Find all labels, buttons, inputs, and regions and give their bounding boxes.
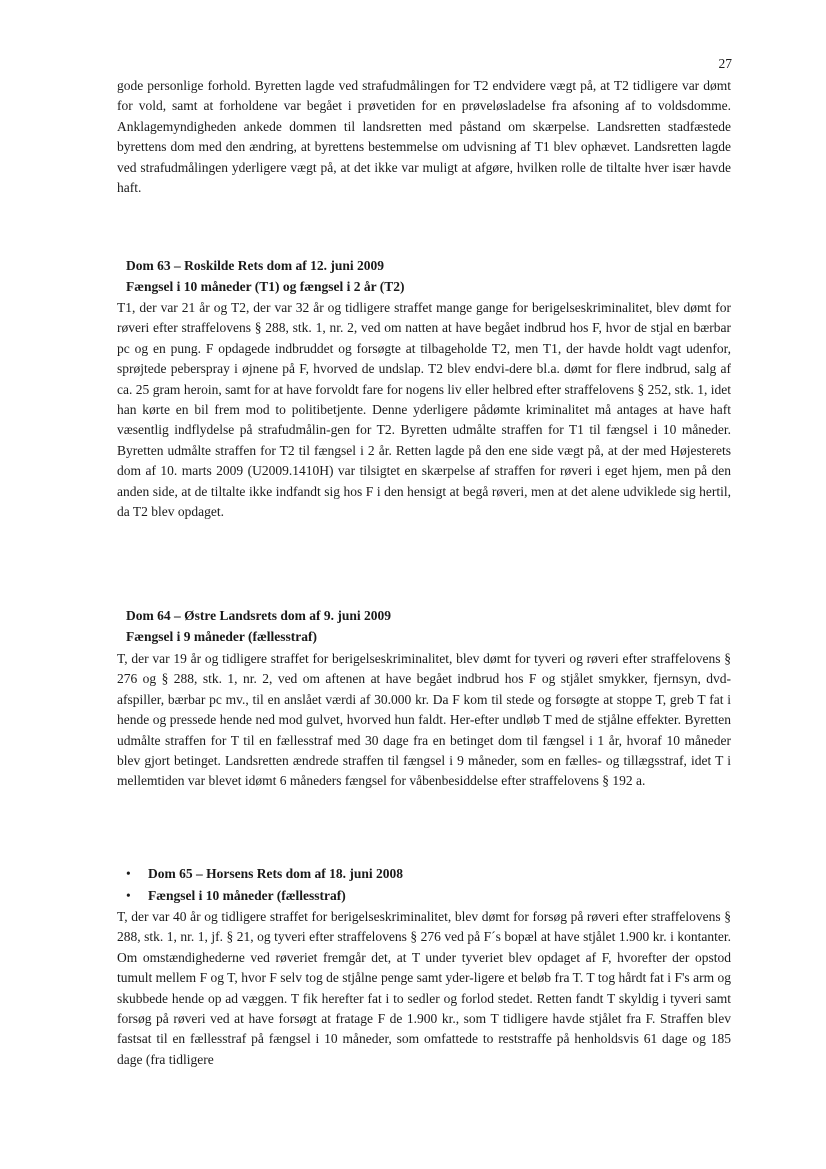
case-63-paragraph: T1, der var 21 år og T2, der var 32 år og tidligere straffet mange gange for berigelseskriminalitet, blev dømt for røveri efter straffelovens § 288, stk. 1, nr. 2, ved om natten at have begået indbrud hos F, hvor de stjal en bærbar pc og en pung. F opdagede indbruddet og forsøgte at tilbageholde T2, men T1, der havde holdt vagt udenfor, sprøjtede peberspray i øjnene på F, hvorved de undslap. T2 blev endvi-dere bl.a. dømt for flere indbrud, salg af ca. 25 gram heroin, samt for at have forvoldt fare for nogens liv eller helbred efter straffelovens § 252, stk. 1, idet han kørte en bil frem mod to politibetjente. Denne yderligere pådømte kriminalitet må antages at have haft væsentlig indflydelse på strafudmålin-gen for T2. Byretten udmålte straffen for T1 til fængsel i 10 måneder. Byretten udmålte straffen for T2 til fængsel i 2 år. Retten lagde på den ene side vægt på, at der med Højesterets dom af 10. marts 2009 (U2009.1410H) var tilsigtet en skærpelse af straffen for røveri i eget hjem, men på den anden side, at de tiltalte ikke indfandt sig hos F i den hensigt at begå røveri, men at det alene udviklede sig hertil, da T2 blev opdaget.: [117, 300, 731, 520]
case-65-sentence: Fængsel i 10 måneder (fællesstraf): [148, 888, 346, 903]
case-64-title: Dom 64 – Østre Landsrets dom af 9. juni 2009: [126, 608, 392, 623]
bullet-icon: •: [126, 866, 131, 881]
bullet-icon: •: [126, 888, 131, 903]
intro-paragraph: gode personlige forhold. Byretten lagde ved strafudmålingen for T2 endvidere vægt på, at T2 tidligere var dømt for vold, samt at forholdene var begået i prøvetiden for en prøveløsladelse fra afsoning af to voldsdomme. Anklagemyndigheden ankede dommen til landsretten med påstand om skærpelse. Landsretten stadfæstede byrettens dom med den ændring, at byrettens bestemmelse om udvisning af T1 blev ophævet. Landsretten lagde ved strafudmålingen yderligere vægt på, at det ikke var muligt at afgøre, hvilken rolle de tiltalte hver især havde haft.: [117, 78, 731, 196]
case-64-paragraph: T, der var 19 år og tidligere straffet for berigelseskriminalitet, blev dømt for tyveri og røveri efter straffelovens § 276 og § 288, stk. 1, nr. 2, ved om aftenen at have begået indbrud hos F og stjålet smykker, fjernsyn, dvd-afspiller, bærbar pc mv., til en anslået værdi af 30.000 kr. Da F kom til stede og forsøgte at stoppe T, greb T fat i hende og pressede hende ned mod gulvet, hvorved hun faldt. Her-efter undløb T med de stjålne effekter. Byretten udmålte straffen for T til en fællesstraf med 30 dage fra en betinget dom til fængsel i 1 år, hvoraf 10 måneder blev gjort betinget. Landsretten ændrede straffen til fængsel i 9 måneder, som en fælles- og tillægsstraf, idet T i mellemtiden var blevet idømt 6 måneders fængsel for våbenbesiddelse efter straffelovens § 192 a.: [117, 651, 731, 789]
case-63-sentence: Fængsel i 10 måneder (T1) og fængsel i 2 år (T2): [126, 279, 405, 294]
case-63-title: Dom 63 – Roskilde Rets dom af 12. juni 2009: [126, 258, 385, 273]
page-number: 27: [718, 56, 732, 71]
case-65-paragraph: T, der var 40 år og tidligere straffet for berigelseskriminalitet, blev dømt for forsøg på røveri efter straffelovens § 288, stk. 1, nr. 1, jf. § 21, og tyveri efter straffelovens § 276 ved på F´s bopæl at have stjålet 1.900 kr. i kontanter. Om omstændighederne ved røveriet fremgår det, at T under tyveriet blev opdaget af F, hvorefter der opstod tumult mellem F og T, hvor F selv tog de stjålne penge samt yder-ligere et beløb fra T. T tog hårdt fat i F's arm og skubbede hende op ad væggen. T fik herefter fat i to sedler og forlod stedet. Retten fandt T skyldig i tyveri samt forsøg på røveri ved at have forsøgt at fratage F de 1.900 kr., som T tidligere havde stjålet fra F. Straffen blev fastsat til en fællesstraf på fængsel i 10 måneder, som omfattede to reststraffe på henholdsvis 61 dage og 185 dage (fra tidligere: [117, 909, 731, 1067]
case-65-title: Dom 65 – Horsens Rets dom af 18. juni 2008: [148, 866, 403, 881]
case-64-sentence: Fængsel i 9 måneder (fællesstraf): [126, 629, 317, 644]
